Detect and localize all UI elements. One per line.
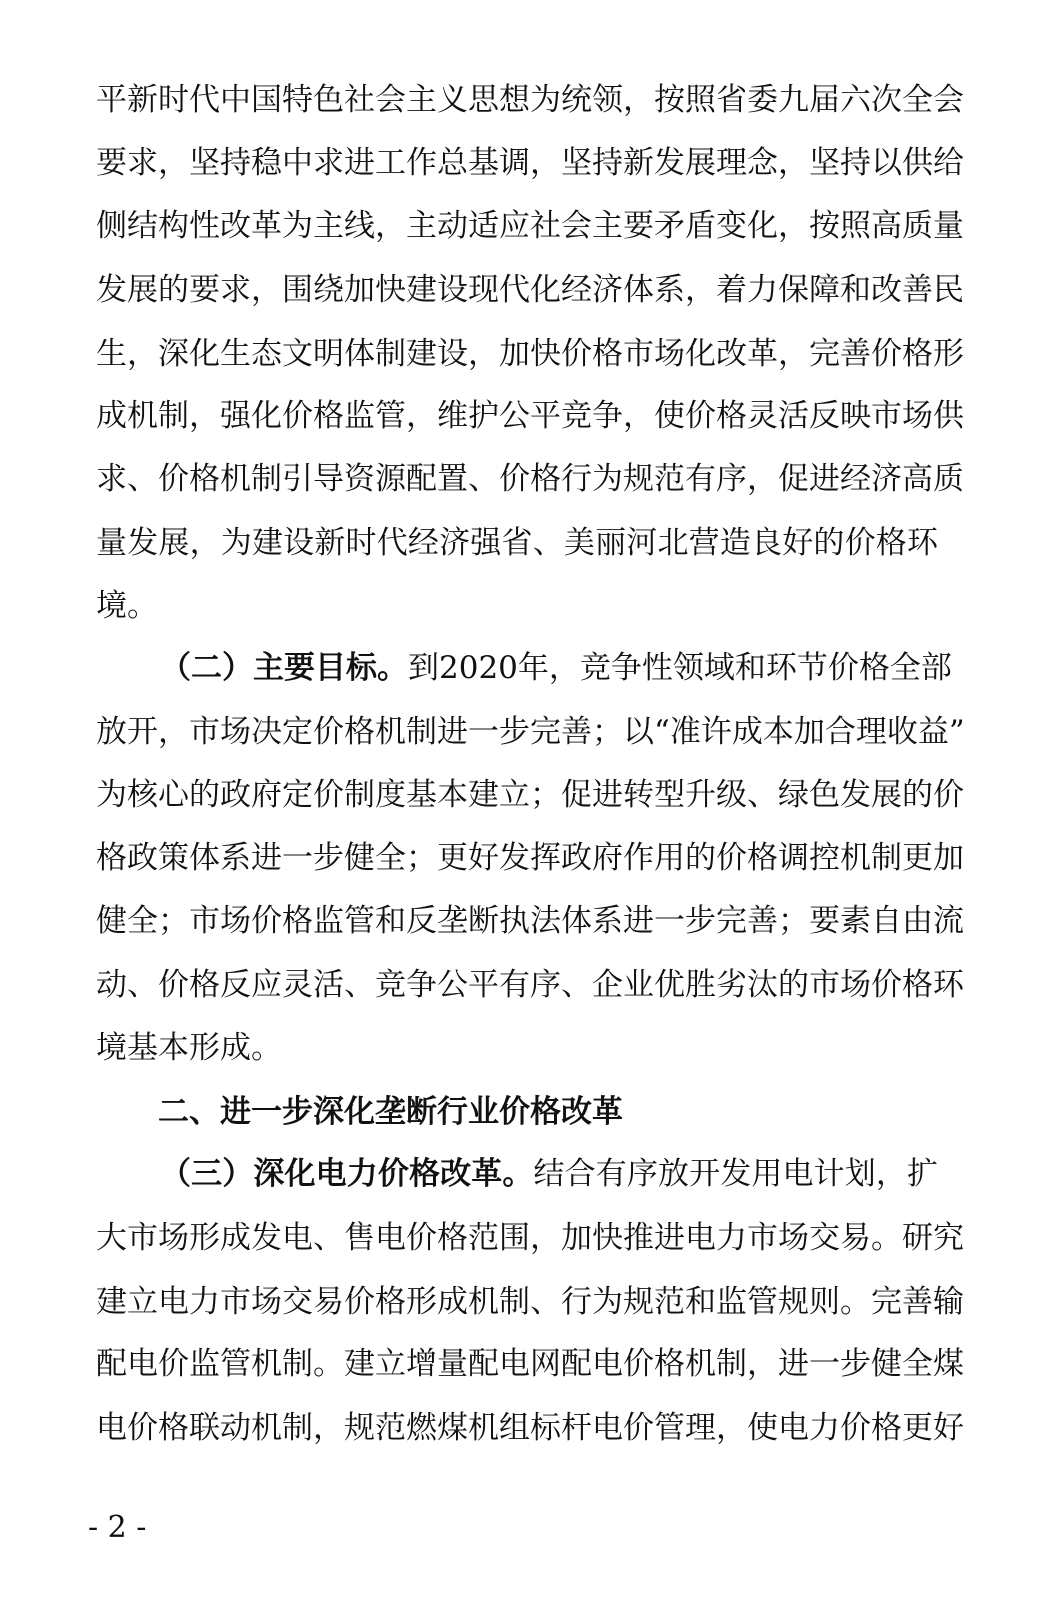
- text-line: 格政策体系进一步健全；更好发挥政府作用的价格调控机制更加: [96, 840, 964, 876]
- text-line: 侧结构性改革为主线，主动适应社会主要矛盾变化，按照高质量: [96, 208, 964, 244]
- text-line: 量发展，为建设新时代经济强省、美丽河北营造良好的价格环: [96, 525, 938, 561]
- paragraph-first-line: [160, 1154, 938, 1194]
- text-line: 境基本形成。: [96, 1030, 282, 1066]
- text-line: 成机制，强化价格监管，维护公平竞争，使价格灵活反映市场供: [96, 398, 964, 434]
- text-line: 境。: [96, 588, 158, 624]
- text-line: 电价格联动机制，规范燃煤机组标杆电价管理，使电力价格更好: [96, 1410, 964, 1446]
- text-line: 建立电力市场交易价格形成机制、行为规范和监管规则。完善输: [96, 1284, 964, 1320]
- text-line: 生，深化生态文明体制建设，加快价格市场化改革，完善价格形: [96, 336, 964, 372]
- text-line: 大市场形成发电、售电价格范围，加快推进电力市场交易。研究: [96, 1220, 964, 1256]
- paragraph-heading: （二）主要目标。: [160, 650, 408, 686]
- text-run: 结合有序放开发用电计划，扩: [533, 1156, 938, 1192]
- paragraph-heading: （三）深化电力价格改革。: [160, 1156, 534, 1192]
- text-line: 要求，坚持稳中求进工作总基调，坚持新发展理念，坚持以供给: [96, 145, 964, 181]
- section-heading: 二、进一步深化垄断行业价格改革: [158, 1094, 623, 1130]
- text-line: 平新时代中国特色社会主义思想为统领，按照省委九届六次全会: [96, 82, 964, 118]
- text-line: 发展的要求，围绕加快建设现代化经济体系，着力保障和改善民: [96, 272, 964, 308]
- text-line: 为核心的政府定价制度基本建立；促进转型升级、绿色发展的价: [96, 777, 964, 813]
- page-number: - 2 -: [88, 1510, 147, 1545]
- text-line: 动、价格反应灵活、竞争公平有序、企业优胜劣汰的市场价格环: [96, 967, 964, 1003]
- text-run: 到2020年，竞争性领域和环节价格全部: [408, 650, 952, 686]
- paragraph-first-line: [160, 648, 952, 688]
- text-line: 配电价监管机制。建立增量配电网配电价格机制，进一步健全煤: [96, 1346, 964, 1382]
- text-line: 放开，市场决定价格机制进一步完善；以“准许成本加合理收益”: [96, 714, 965, 750]
- text-line: 健全；市场价格监管和反垄断执法体系进一步完善；要素自由流: [96, 903, 964, 939]
- text-line: 求、价格机制引导资源配置、价格行为规范有序，促进经济高质: [96, 461, 964, 497]
